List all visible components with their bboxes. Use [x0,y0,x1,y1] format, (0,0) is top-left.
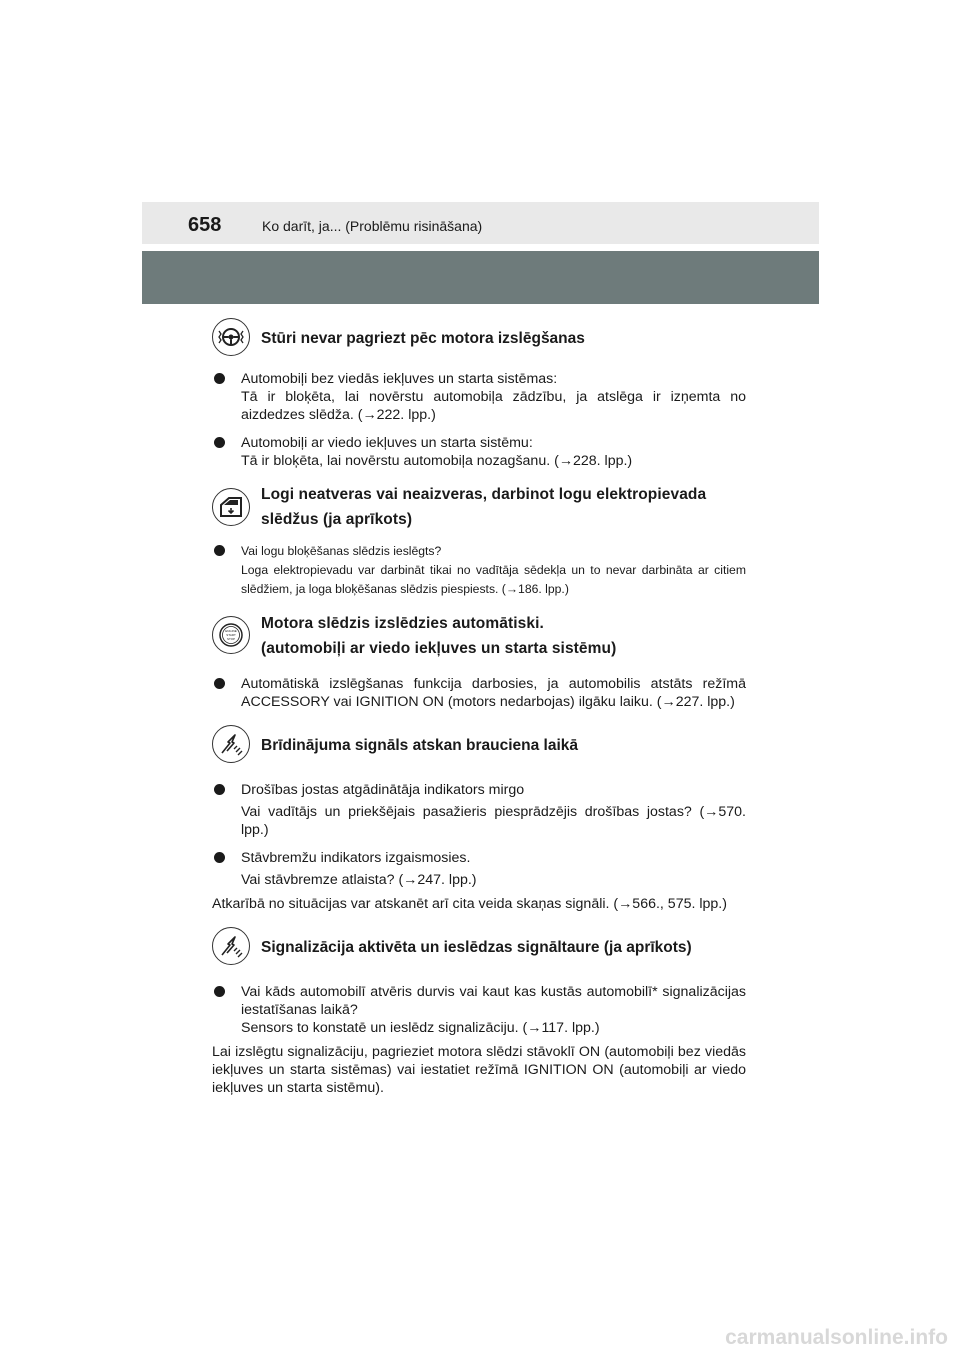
section-header [212,482,746,532]
alarm-icon [212,927,250,965]
item-text: Drošības jostas atgādinātāja indikators mirgo [241,782,525,798]
chapter-title: Ko darīt, ja... (Problēmu risināšana) [262,218,483,234]
bullet-icon [214,784,225,795]
footer-watermark[interactable]: carmanualsonline.info [725,1326,948,1349]
bullet-icon [214,545,225,556]
section-note: Lai izslēgtu signalizāciju, pagrieziet motora slēdzi stāvoklī ON (automobiļi bez viedās iekļuves un starta sistēmas) vai iestatiet režīmā IGNITION ON (automobiļi ar viedo iekļuves un starta sistēmu). [212,1044,746,1096]
item-detail: Vai stāvbremze atlaista? (→247. lpp.) [241,872,477,888]
section-heading-line1: Motora slēdzis izslēdzies automātiski. [261,615,544,632]
icon-label-engine: ENGINE [225,629,237,634]
list-item [212,542,746,599]
list-item [212,983,746,1037]
item-detail: Sensors to konstatē un ieslēdz signalizāciju. (→117. lpp.) [241,1020,600,1036]
icon-label-start: START [226,633,236,637]
item-text: Automātiskā izslēgšanas funkcija darbosies, ja automobilis atstāts režīmā ACCESSORY vai IGNITION ON (motors nedarbojas) ilgāku laiku. (→227. lpp.) [241,676,746,710]
list-item [212,675,746,711]
section-band [142,251,819,304]
item-text: Vai kāds automobilī atvēris durvis vai kaut kas kustās automobilī* signalizācijas iestatīšanas laikā? [241,984,746,1018]
list-item [212,434,746,470]
section-heading: Stūri nevar pagriezt pēc motora izslēgšanas [261,330,585,347]
item-text: Vai logu bloķēšanas slēdzis ieslēgts? [241,544,442,558]
page-number: 658 [188,214,222,236]
list-item [212,849,746,889]
item-detail: Loga elektropievadu var darbināt tikai no vadītāja sēdekļa un to nevar darbināta ar citiem slēdžiem, ja loga bloķēšanas slēdzis piespiests. (→186. lpp.) [241,563,746,596]
section-alarm [212,927,746,1097]
item-detail: Vai vadītājs un priekšējais pasažieris piesprādzējis drošības jostas? (→570. lpp.) [241,804,746,838]
bullet-icon [214,678,225,689]
section-warning-buzzer [212,725,746,913]
icon-label-stop: STOP [226,636,236,641]
item-detail: Tā ir bloķēta, lai novērstu automobiļa zādzību, ja atslēga ir izņemta no aizdedzes slēdža. (→222. lpp.) [241,389,746,423]
section-heading: Logi neatveras vai neaizveras, darbinot logu elektropievada slēdžus (ja aprīkots) [261,486,707,528]
section-steering-lock [212,318,746,470]
section-heading: Brīdinājuma signāls atskan brauciena laikā [261,737,579,754]
section-heading-line2: (automobiļi ar viedo iekļuves un starta sistēmu) [261,640,617,657]
section-header [212,611,746,661]
list-item [212,370,746,424]
steering-lock-icon [212,318,250,356]
warning-buzzer-icon [212,725,250,763]
section-engine-switch [212,611,746,711]
bullet-icon [214,373,225,384]
section-header [212,318,746,362]
section-heading: Signalizācija aktivēta un ieslēdzas signāltaure (ja aprīkots) [261,939,692,956]
section-heading [261,611,746,661]
item-text: Stāvbremžu indikators izgaismosies. [241,850,471,866]
engine-start-stop-icon [212,616,250,654]
item-text: Automobiļi bez viedās iekļuves un starta sistēmas: [241,371,558,387]
item-text: Automobiļi ar viedo iekļuves un starta sistēmu: [241,435,533,451]
list-item [212,781,746,839]
bullet-icon [214,852,225,863]
page-content [212,318,746,1097]
power-window-icon [212,488,250,526]
section-note: Atkarībā no situācijas var atskanēt arī cita veida skaņas signāli. (→566., 575. lpp.) [212,896,727,912]
section-header [212,725,746,769]
section-power-windows [212,482,746,599]
item-detail: Tā ir bloķēta, lai novērstu automobiļa nozagšanu. (→228. lpp.) [241,453,633,469]
bullet-icon [214,437,225,448]
section-header [212,927,746,971]
bullet-icon [214,986,225,997]
